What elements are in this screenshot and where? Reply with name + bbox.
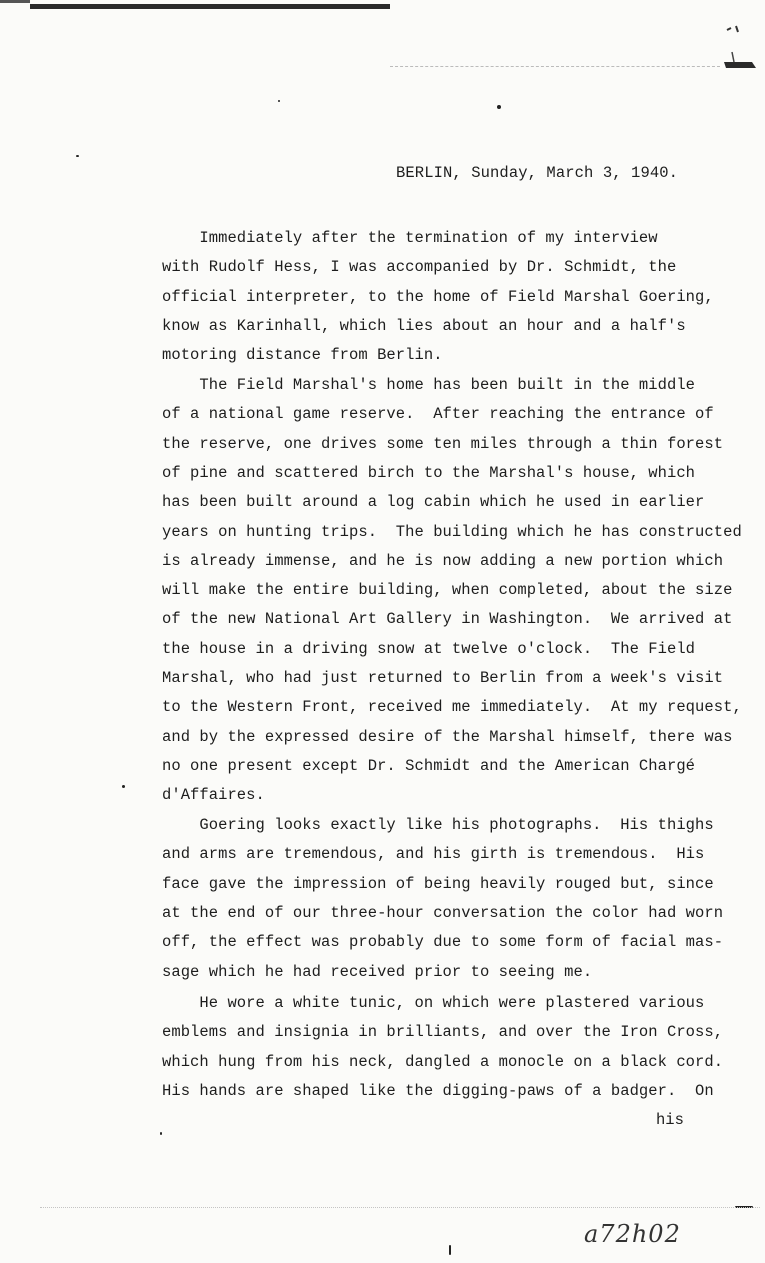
handwritten-archive-number: a72h02 <box>584 1220 681 1248</box>
text-line: at the end of our three-hour conversation the color had worn <box>162 903 724 922</box>
text-line: sage which he had received prior to seeing me. <box>162 962 593 981</box>
text-line: official interpreter, to the home of Field Marshal Goering, <box>162 287 714 306</box>
text-line: years on hunting trips. The building which he has constructed <box>162 522 742 541</box>
scan-speck <box>122 785 125 788</box>
text-line: and by the expressed desire of the Marshal himself, there was <box>162 727 733 746</box>
text-line: off, the effect was probably due to some form of facial mas- <box>162 933 724 952</box>
text-line: of the new National Art Gallery in Washington. We arrived at <box>162 610 733 629</box>
catchword: his <box>656 1111 684 1129</box>
text-line: with Rudolf Hess, I was accompanied by Dr. Schmidt, the <box>162 258 677 277</box>
text-line: know as Karinhall, which lies about an hour and a half's <box>162 316 686 335</box>
text-line: and arms are tremendous, and his girth is tremendous. His <box>162 845 705 864</box>
text-line: Goering looks exactly like his photographs. His thighs <box>162 816 714 834</box>
text-line: of a national game reserve. After reaching the entrance of <box>162 405 714 424</box>
text-line: has been built around a log cabin which he used in earlier <box>162 493 705 512</box>
corner-scan-mark <box>722 22 762 70</box>
text-line: is already immense, and he is now adding a new portion which <box>162 551 724 570</box>
text-line: no one present except Dr. Schmidt and the American Chargé <box>162 756 696 775</box>
scan-speck <box>76 155 79 157</box>
text-line: d'Affaires. <box>162 786 265 805</box>
dateline: BERLIN, Sunday, March 3, 1940. <box>396 164 679 182</box>
text-line: His hands are shaped like the digging-paws of a badger. On <box>162 1081 714 1100</box>
text-line: which hung from his neck, dangled a monocle on a black cord. <box>162 1052 724 1071</box>
scan-faint-rule <box>390 66 720 68</box>
scan-speck <box>278 100 280 102</box>
text-line: will make the entire building, when completed, about the size <box>162 581 733 600</box>
text-line: emblems and insignia in brilliants, and over the Iron Cross, <box>162 1023 724 1042</box>
text-line: He wore a white tunic, on which were plastered various <box>162 994 705 1012</box>
text-line: the house in a driving snow at twelve o'clock. The Field <box>162 639 696 658</box>
scan-speck <box>497 105 501 109</box>
text-line: motoring distance from Berlin. <box>162 346 443 365</box>
scan-top-rule <box>30 4 390 9</box>
scan-edge-mark <box>0 0 30 3</box>
text-line: Immediately after the termination of my interview <box>162 229 658 247</box>
text-line: The Field Marshal's home has been built in the middle <box>162 376 696 394</box>
scan-bottom-rule <box>40 1207 760 1209</box>
scan-speck <box>449 1245 451 1255</box>
text-line: Marshal, who had just returned to Berlin from a week's visit <box>162 669 724 687</box>
text-line: face gave the impression of being heavily rouged but, since <box>162 874 714 893</box>
text-line: the reserve, one drives some ten miles through a thin forest <box>162 434 724 453</box>
text-line: of pine and scattered birch to the Marshal's house, which <box>162 463 696 482</box>
text-line: to the Western Front, received me immediately. At my request, <box>162 698 742 717</box>
scan-speck <box>160 1132 162 1135</box>
